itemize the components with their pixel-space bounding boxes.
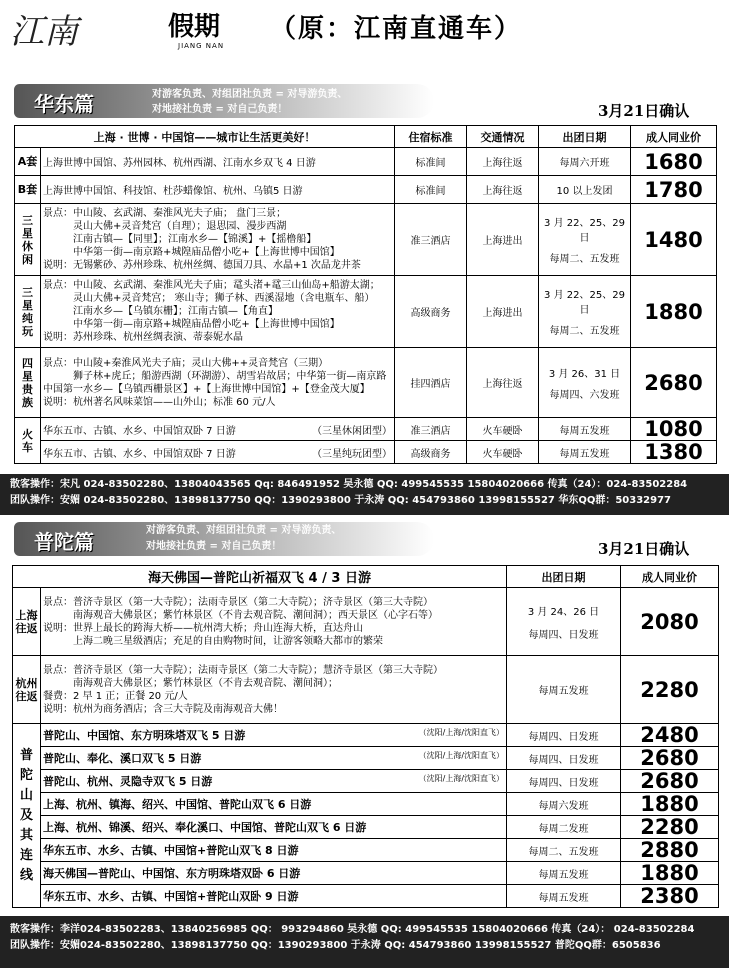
desc-line: 灵山大佛+灵音梵宫（自理）；退思园、漫步西湖 — [73, 221, 287, 232]
date-line: 3 月 22、25、29 日 — [544, 218, 625, 244]
hotel-cell: 准三酒店 — [395, 418, 467, 441]
page-headline: （原：江南直通车） — [270, 14, 523, 44]
table-row — [15, 148, 717, 176]
price-cell: 2380 — [621, 885, 719, 908]
desc-line: 灵山大佛+灵音梵宫； 寒山寺；狮子林、西溪湿地（含电瓶车、船） — [73, 293, 375, 304]
hotel-cell: 挂四酒店 — [395, 348, 467, 418]
hotel-cell: 高级商务 — [395, 276, 467, 348]
dates-cell: 每周四、日发班 — [507, 724, 621, 747]
east-tour-table — [14, 125, 717, 464]
desc-line: 说明：世界上最长的跨海大桥——杭州湾大桥；舟山连海大桥，直达舟山 — [43, 622, 363, 634]
dates-cell: 每周二发班 — [507, 816, 621, 839]
route-tag: （沈阳/上海/沈阳直飞） — [418, 728, 505, 737]
route-name: 海天佛国—普陀山、中国馆、东方明珠塔双卧 6 日游 — [43, 867, 301, 880]
dates-cell: 每周五发班 — [507, 656, 621, 724]
brand-logo — [10, 4, 250, 52]
desc-line: 景点：中山陵、玄武湖、秦淮风光夫子庙；鼋头渚+鼋三山仙岛+船游太湖； — [43, 280, 380, 291]
transport-cell: 上海往返 — [467, 176, 539, 204]
dates-cell: 每周五发班 — [539, 418, 631, 441]
desc-line: 景点：中山陵、玄武湖、秦淮风光夫子庙； 盘门三景； — [43, 208, 287, 219]
east-header-price: 成人同业价 — [631, 126, 717, 148]
row-side-label: B套 — [15, 176, 41, 204]
row-side-label: 普陀山及其连线 — [13, 724, 41, 908]
route-text — [41, 793, 507, 816]
transport-cell: 火车硬卧 — [467, 441, 539, 464]
desc-line: 景点：普济寺景区（第一大寺院）；法雨寺景区（第二大寺院）；慧济寺景区（第三大寺院） — [43, 664, 443, 676]
dates-cell — [539, 204, 631, 276]
price-cell: 1880 — [621, 793, 719, 816]
hotel-cell: 高级商务 — [395, 441, 467, 464]
price-cell: 2680 — [621, 747, 719, 770]
transport-cell: 上海进出 — [467, 276, 539, 348]
putuo-header-price: 成人同业价 — [621, 566, 719, 588]
putuo-contact-bar — [0, 916, 729, 968]
east-section-title: 华东篇 — [34, 92, 94, 116]
east-header-transport: 交通情况 — [467, 126, 539, 148]
dates-cell: 每周四、日发班 — [507, 747, 621, 770]
table-row — [15, 276, 717, 348]
desc-line: 说明：无锡紫砂、苏州珍珠、杭州丝绸、德国刀具、水晶+1 次品龙井茶 — [43, 260, 361, 271]
price-cell: 2680 — [631, 348, 717, 418]
row-side-label: 四星贵族 — [15, 348, 41, 418]
row-side-label: 三星休闲 — [15, 204, 41, 276]
table-row — [13, 839, 719, 862]
price-cell: 2280 — [621, 656, 719, 724]
desc-line: 说明：杭州著名风味菜馆——山外山；标准 60 元/人 — [43, 396, 276, 408]
logo-subtext: JIANG NAN — [178, 42, 225, 50]
transport-cell: 上海往返 — [467, 348, 539, 418]
table-row — [13, 588, 719, 656]
dates-cell: 每周五发班 — [507, 885, 621, 908]
route-name: 普陀山、奉化、溪口双飞 5 日游 — [43, 752, 202, 765]
table-row — [13, 885, 719, 908]
date-line: 3 月 22、25、29 日 — [544, 290, 625, 316]
train-type: （三星休闲团型） — [312, 425, 392, 437]
putuo-header-dates: 出团日期 — [507, 566, 621, 588]
east-confirm-date: 3月21日确认 — [598, 102, 690, 120]
desc-line: 南海观音大佛景区；紫竹林景区（不肯去观音院、潮间洞）；西天景区（心字石等） — [73, 609, 438, 621]
table-row — [15, 418, 717, 441]
desc-line: 南海观音大佛景区；紫竹林景区（不肯去观音院、潮间洞）； — [73, 677, 338, 689]
east-contact-bar — [0, 474, 729, 515]
price-cell: 1680 — [631, 148, 717, 176]
route-text — [41, 839, 507, 862]
route-text — [41, 724, 507, 747]
table-row — [15, 204, 717, 276]
dates-cell: 每周四、日发班 — [507, 770, 621, 793]
route-description — [41, 276, 395, 348]
desc-line: 景点：中山陵+秦淮风光夫子庙；灵山大佛++灵音梵宫（三期） — [43, 357, 329, 369]
dates-cell — [539, 348, 631, 418]
hotel-cell: 标准间 — [395, 148, 467, 176]
putuo-header-route: 海天佛国—普陀山祈福双飞 4 / 3 日游 — [13, 566, 507, 588]
price-cell: 2080 — [621, 588, 719, 656]
route-description — [41, 588, 507, 656]
route-name: 普陀山、中国馆、东方明珠塔双飞 5 日游 — [43, 729, 246, 742]
dates-cell — [539, 276, 631, 348]
desc-line: 餐费：2 早 1 正；正餐 20 元/人 — [43, 690, 188, 702]
route-name: 普陀山、杭州、灵隐寺双飞 5 日游 — [43, 775, 213, 788]
table-row — [15, 176, 717, 204]
route-text — [41, 816, 507, 839]
desc-line: 江南古镇—【同里】；江南水乡—【锦溪】+【摇橹船】 — [73, 234, 317, 245]
route-description — [41, 204, 395, 276]
date-line: 每周四、日发班 — [528, 629, 599, 641]
date-line: 3 月 24、26 日 — [527, 606, 600, 618]
route-tag: （沈阳/上海/沈阳直飞） — [418, 774, 505, 783]
train-route: 华东五市、古镇、水乡、中国馆双卧 7 日游 — [43, 425, 236, 437]
dates-cell: 10 以上发团 — [539, 176, 631, 204]
hotel-cell: 标准间 — [395, 176, 467, 204]
putuo-contact-line-2: 团队操作：安媚024-83502280、13898137750 QQ：1390293800 于永涛 QQ: 454793860 13998155527 普陀QQ群：6505836 — [10, 940, 661, 951]
route-text — [41, 441, 395, 464]
date-line: 每周二、五发班 — [549, 326, 620, 337]
price-cell: 2280 — [621, 816, 719, 839]
transport-cell: 火车硬卧 — [467, 418, 539, 441]
putuo-tour-table — [12, 565, 719, 908]
putuo-contact-line-1: 散客操作：李洋024-83502283、13840256985 QQ： 993294860 吴永德 QQ: 499545535 15804020666 传真（24）： 024-83502284 — [10, 924, 695, 935]
route-text: 上海世博中国馆、苏州园林、杭州西湖、江南水乡双飞 4 日游 — [41, 148, 395, 176]
route-tag: （沈阳/上海/沈阳直飞） — [418, 751, 505, 760]
putuo-section-title: 普陀篇 — [34, 530, 94, 554]
desc-line: 说明：苏州珍珠、杭州丝绸表演、蒂泰妮水晶 — [43, 332, 243, 343]
dates-cell: 每周五发班 — [539, 441, 631, 464]
route-name: 华东五市、水乡、古镇、中国馆+普陀山双卧 9 日游 — [43, 890, 299, 903]
east-slogan-1: 对游客负责、对组团社负责 = 对导游负责、 — [152, 89, 348, 100]
table-row — [13, 770, 719, 793]
table-row — [13, 656, 719, 724]
price-cell: 1380 — [631, 441, 717, 464]
date-line: 每周四、六发班 — [549, 389, 620, 401]
dates-cell — [507, 588, 621, 656]
route-text — [41, 862, 507, 885]
table-row — [13, 724, 719, 747]
desc-line: 狮子林+虎丘；船游西湖（环湖游）、胡雪岩故居；中华第一街—南京路 — [73, 370, 387, 382]
train-type: （三星纯玩团型） — [312, 448, 392, 460]
route-description — [41, 348, 395, 418]
dates-cell: 每周六发班 — [507, 793, 621, 816]
desc-line: 说明：杭州为商务酒店；含三大寺院及南海观音大佛！ — [43, 703, 283, 715]
row-side-label: A套 — [15, 148, 41, 176]
route-name: 上海、杭州、镇海、绍兴、中国馆、普陀山双飞 6 日游 — [43, 798, 312, 811]
price-cell: 1480 — [631, 204, 717, 276]
price-cell: 2480 — [621, 724, 719, 747]
desc-line: 中华第一街—南京路+城隍庙品僧小吃+【上海世博中国馆】 — [73, 247, 340, 258]
row-side-label: 三星纯玩 — [15, 276, 41, 348]
putuo-slogan-2: 对地接社负责 = 对自己负责！ — [146, 541, 282, 552]
desc-line: 上海二晚三星级酒店；充足的自由购物时间，让游客领略大都市的繁荣 — [73, 635, 383, 647]
east-slogan-2: 对地接社负责 = 对自己负责！ — [152, 104, 288, 115]
table-row — [13, 793, 719, 816]
row-side-label: 火车 — [15, 418, 41, 464]
east-header-dates: 出团日期 — [539, 126, 631, 148]
hotel-cell: 准三酒店 — [395, 204, 467, 276]
train-route: 华东五市、古镇、水乡、中国馆双卧 7 日游 — [43, 448, 236, 460]
route-name: 上海、杭州、锦溪、绍兴、奉化溪口、中国馆、普陀山双飞 6 日游 — [43, 821, 367, 834]
route-name: 华东五市、水乡、古镇、中国馆+普陀山双飞 8 日游 — [43, 844, 299, 857]
desc-line: 江南水乡—【乌镇东栅】；江南古镇—【角直】 — [73, 306, 278, 317]
row-side-label: 杭州往返 — [13, 656, 41, 724]
east-header-hotel: 住宿标准 — [395, 126, 467, 148]
route-text — [41, 885, 507, 908]
price-cell: 1080 — [631, 418, 717, 441]
putuo-slogan-1: 对游客负责、对组团社负责 = 对导游负责、 — [146, 525, 342, 536]
table-row — [13, 862, 719, 885]
route-text: 上海世博中国馆、科技馆、杜莎蜡像馆、杭州、乌镇5 日游 — [41, 176, 395, 204]
price-cell: 1880 — [621, 862, 719, 885]
route-text — [41, 747, 507, 770]
table-row — [15, 348, 717, 418]
logo-text: 假期 — [168, 12, 221, 42]
table-row — [13, 816, 719, 839]
desc-line: 中华第一街—南京路+城隍庙品僧小吃+【上海世博中国馆】 — [73, 319, 340, 330]
date-line: 3 月 26、31 日 — [548, 368, 621, 380]
logo-brush-text: 江南 — [10, 12, 78, 52]
east-header-route: 上海 · 世博 · 中国馆——城市让生活更美好！ — [15, 126, 395, 148]
price-cell: 2680 — [621, 770, 719, 793]
row-side-label: 上海往返 — [13, 588, 41, 656]
transport-cell: 上海进出 — [467, 204, 539, 276]
table-row — [15, 441, 717, 464]
table-row — [13, 747, 719, 770]
price-cell: 2880 — [621, 839, 719, 862]
route-description — [41, 656, 507, 724]
price-cell: 1780 — [631, 176, 717, 204]
transport-cell: 上海往返 — [467, 148, 539, 176]
dates-cell: 每周五发班 — [507, 862, 621, 885]
putuo-confirm-date: 3月21日确认 — [598, 540, 690, 558]
east-contact-line-2: 团队操作：安媚 024-83502280、13898137750 QQ：1390293800 于永涛 QQ: 454793860 13998155527 华东QQ群：50332977 — [10, 495, 672, 506]
price-cell: 1880 — [631, 276, 717, 348]
dates-cell: 每周二、五发班 — [507, 839, 621, 862]
route-text — [41, 418, 395, 441]
route-text — [41, 770, 507, 793]
dates-cell: 每周六开班 — [539, 148, 631, 176]
east-contact-line-1: 散客操作：宋凡 024-83502280、13804043565 Qq: 846491952 吴永德 QQ: 499545535 15804020666 传真（24）：024-83502284 — [10, 479, 688, 490]
date-line: 每周二、五发班 — [549, 254, 620, 265]
desc-line: 景点：普济寺景区（第一大寺院）；法雨寺景区（第二大寺院）；济寺景区（第三大寺院） — [43, 596, 433, 608]
desc-line: 中国第一水乡—【乌镇西栅景区】+【上海世博中国馆】+【登金茂大厦】 — [43, 383, 370, 395]
